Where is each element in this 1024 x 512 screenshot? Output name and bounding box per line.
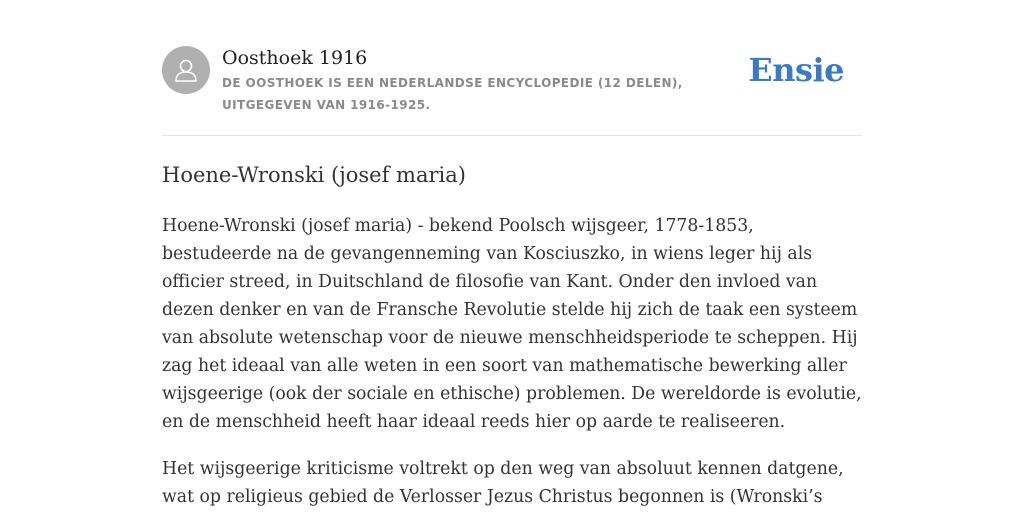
- brand-logo[interactable]: Ensie: [748, 51, 844, 89]
- source-header: [162, 46, 862, 116]
- header-divider: [162, 135, 862, 136]
- article-body: [162, 212, 862, 512]
- article-paragraph: Hoene-Wronski (josef maria) - bekend Poolsch wijsgeer, 1778-1853, bestudeerde na de gevangenneming van Kosciuszko, in wiens leger hij als officier streed, in Duitschland de filosofie van Kant. Onder den invloed van dezen denker en van de Fransche Revolutie stelde hij zich de taak een systeem van absolute wetenschap voor de nieuwe menschheidsperiode te scheppen. Hij zag het ideaal van alle weten in een soort van mathematische bewerking aller wijsgeerige (ook der sociale en ethische) problemen. De wereldorde is evolutie, en de menschheid heeft haar ideaal reeds hier op aarde te realiseeren.: [162, 216, 862, 432]
- source-title[interactable]: Oosthoek 1916: [222, 47, 368, 69]
- avatar[interactable]: [162, 46, 210, 94]
- article-title: Hoene-Wronski (josef maria): [162, 163, 466, 187]
- user-icon: [172, 56, 200, 84]
- article-paragraph: Het wijsgeerige kriticisme voltrekt op den weg van absoluut kennen datgene, wat op religieus gebied de Verlosser Jezus Christus begonnen is (Wronski’s: [162, 459, 844, 507]
- source-description: DE OOSTHOEK IS EEN NEDERLANDSE ENCYCLOPEDIE (12 DELEN), UITGEGEVEN VAN 1916-1925.: [222, 76, 683, 112]
